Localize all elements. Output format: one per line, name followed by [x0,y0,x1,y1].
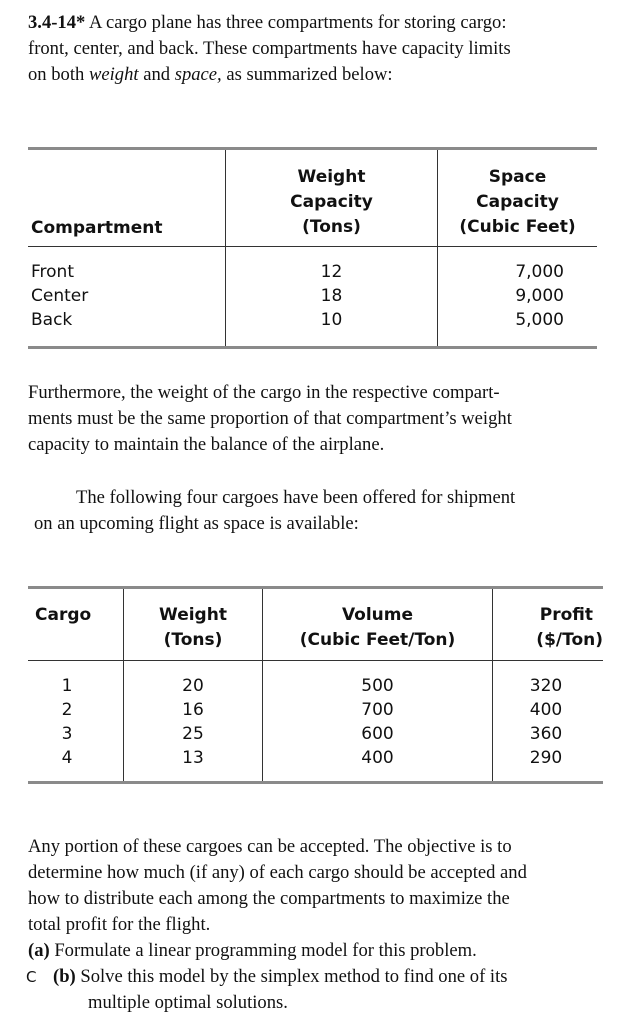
volume-column [263,674,492,770]
table-cell: 500 [361,676,394,696]
table-cell: 18 [320,286,343,306]
table-cell: 10 [320,310,343,330]
header-rule [28,246,597,247]
table-cell: 12 [320,262,343,282]
part-a-text: Formulate a linear programming model for this problem. [49,940,477,961]
header-rule [28,660,603,661]
header-space-capacity: Space Capacity (Cubic Feet) [459,167,576,237]
table-cell: Front [31,262,74,282]
table-cell: 7,000 [515,262,564,282]
table-cell: 20 [182,676,204,696]
table-cell: 5,000 [515,310,564,330]
balance-paragraph: Furthermore, the weight of the cargo in the respective compart- ments must be the same proportion of that compartment’s weight capacity to maintain the balance of the airplane. [28,382,512,455]
table-cell: 700 [361,700,394,720]
header-cargo: Cargo [35,605,92,625]
table-cell: 3 [61,724,73,744]
header-profit: Profit ($/Ton) [536,605,603,650]
intro-line-1: A cargo plane has three compartments for storing cargo: [85,12,507,33]
intro-line-2: front, center, and back. These compartments have capacity limits [28,38,511,59]
weight-column [226,260,437,332]
problem-number: 3.4-14* [28,12,86,33]
intro-italic-space: space, [174,64,222,85]
intro-line-3: on both [28,64,89,85]
part-b-text-1: Solve this model by the simplex method to find one of its [75,966,508,987]
table-cell: 400 [529,700,563,720]
part-c-marker: C [26,968,37,986]
profit-column [493,674,599,770]
intro-italic-weight: weight [88,64,139,85]
table-cell: 2 [61,700,73,720]
cargo-table [28,586,603,784]
part-b-label: (b) [53,966,76,987]
part-a [28,938,604,964]
cargo-column [28,674,106,770]
offer-paragraph: The following four cargoes have been offered for shipment on an upcoming flight as space is available: [34,487,516,534]
header-weight-capacity: Weight Capacity (Tons) [290,167,373,237]
table-cell: Center [31,286,89,306]
table-cell: 320 [529,676,563,696]
part-a-label: (a) [28,940,50,961]
table-cell: 290 [529,748,563,768]
table-cell: Back [31,310,73,330]
table-cell: 9,000 [515,286,564,306]
table-cell: 1 [61,676,73,696]
part-b-text-2: multiple optimal solutions. [88,992,288,1013]
problem-intro [28,10,604,88]
space-column [438,260,564,332]
table-cell: 25 [182,724,204,744]
table-cell: 13 [182,748,204,768]
compartment-table [28,147,597,349]
intro-end: as summarized below: [221,64,393,85]
objective-paragraph: Any portion of these cargoes can be accepted. The objective is to determine how much (if any) of each cargo should be accepted and how to distribute each among the compartments to maximize the total profit for the flight. (a) Formulate a linear programming model for this problem. C (b) Solve this model by the simplex method to find one of its multiple optimal solutions. [28,834,604,1016]
table-cell: 4 [61,748,73,768]
part-b [28,964,604,990]
table-cell: 400 [361,748,394,768]
weight-column [124,674,262,770]
table-cell: 16 [182,700,204,720]
intro-and: and [138,64,175,85]
table-cell: 600 [361,724,394,744]
header-compartment: Compartment [31,218,163,238]
compartment-column [31,260,88,332]
header-volume: Volume (Cubic Feet/Ton) [299,605,456,650]
header-weight: Weight (Tons) [159,605,227,650]
table-cell: 360 [529,724,563,744]
